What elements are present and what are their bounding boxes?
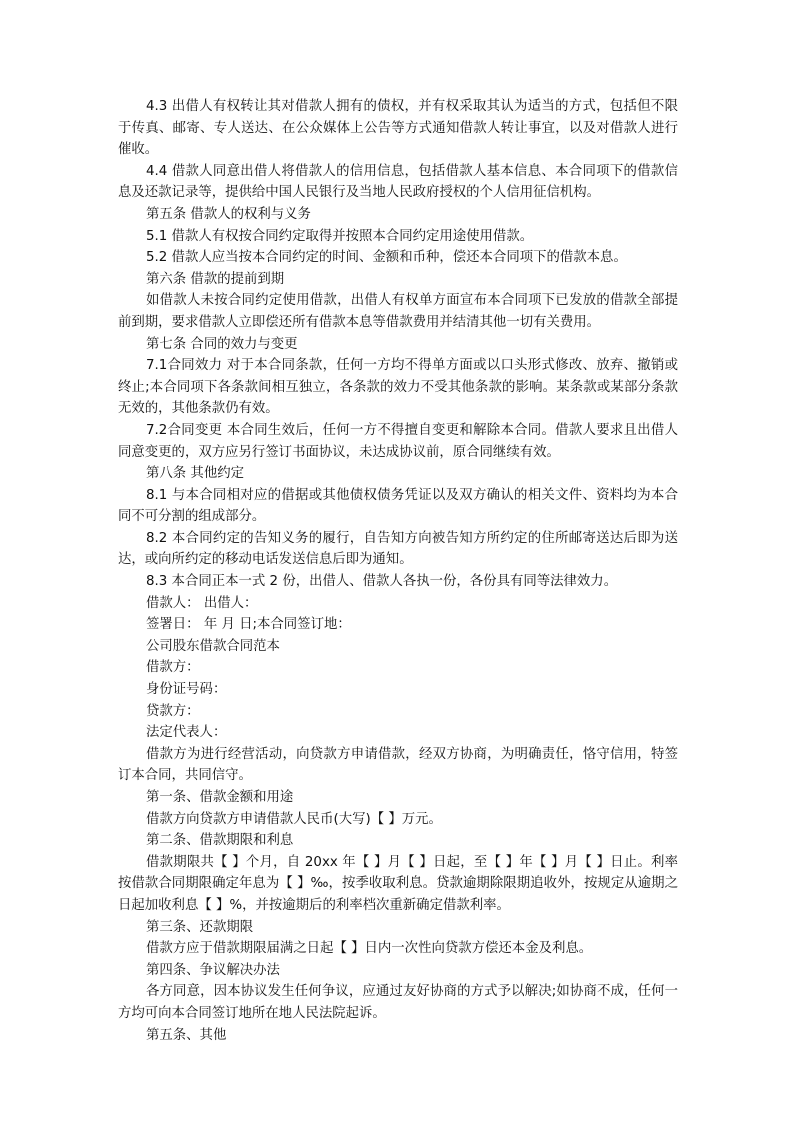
legal-rep-field: 法定代表人： [146,725,227,741]
clause-7-2: 7.2合同变更 本合同生效后，任何一方不得擅自变更和解除本合同。借款人要求且出借人同意变更的，双方应另行签订书面协议，未达成协议前，原合同继续有效。 [118,422,678,460]
lender-field: 贷款方： [146,703,200,719]
preamble: 借款方为进行经营活动，向贷款方申请借款，经双方协商，为明确责任，恪守信用，特签订本合同，共同信守。 [118,746,678,784]
clause-5-1: 5.1 借款人有权按合同约定取得并按照本合同约定用途使用借款。 [146,228,534,244]
article-4-text: 各方同意，因本协议发生任何争议，应通过友好协商的方式予以解决;如协商不成，任何一方均可向本合同签订地所在地人民法院起诉。 [118,984,678,1021]
article-1-heading: 第一条、借款金额和用途 [146,790,294,805]
clause-4-3: 4.3 出借人有权转让其对借款人拥有的债权，并有权采取其认为适当的方式，包括但不限于传真、邮寄、专人送达、在公众媒体上公告等方式通知借款人转让事宜，以及对借款人进行催收。 [118,99,678,158]
article-3-text: 借款方应于借款期限届满之日起【 】日内一次性向贷款方偿还本金及利息。 [146,941,593,957]
article-6-text: 如借款人未按合同约定使用借款，出借人有权单方面宣布本合同项下已发放的借款全部提前到期，要求借款人立即偿还所有借款本息等借款费用并结清其他一切有关费用。 [118,293,678,330]
article-5b-heading: 第五条、其他 [146,1027,227,1043]
article-6-heading: 第六条 借款的提前到期 [146,271,285,287]
clause-4-4: 4.4 借款人同意出借人将借款人的信用信息，包括借款人基本信息、本合同项下的借款信息及还款记录等，提供给中国人民银行及当地人民政府授权的个人信用征信机构。 [118,163,678,201]
article-4-heading: 第四条、争议解决办法 [146,962,280,978]
article-8-heading: 第八条 其他约定 [146,466,244,482]
article-3-heading: 第三条、还款期限 [146,919,254,935]
signature-parties: 借款人： 出借人： [146,595,258,611]
clause-8-3: 8.3 本合同正本一式 2 份，出借人、借款人各执一份，各份具有同等法律效力。 [146,574,618,590]
article-5-heading: 第五条 借款人的权利与义务 [146,206,311,222]
article-2-heading: 第二条、借款期限和利息 [146,833,294,849]
borrower-field: 借款方： [146,660,200,676]
clause-8-1: 8.1 与本合同相对应的借据或其他债权债务凭证以及双方确认的相关文件、资料均为本合同不可分割的组成部分。 [118,487,678,525]
article-2-text: 借款期限共【 】个月，自 20xx 年【 】月【 】日起，至【 】年【 】月【 】日止。利率按借款合同期限确定年息为【 】‰，按季收取利息。贷款逾期除限期追收外，按规定从逾期之日起加收利息【 】%，并按逾期后的利率档次重新确定借款利率。 [118,854,678,913]
id-number-field: 身份证号码： [146,682,227,698]
signing-date-place: 签署日： 年 月 日;本合同签订地： [146,617,351,633]
article-7-heading: 第七条 合同的效力与变更 [146,336,298,352]
clause-8-2: 8.2 本合同约定的告知义务的履行，自告知方向被告知方所约定的住所邮寄送达后即为送达，或向所约定的移动电话发送信息后即为通知。 [118,530,678,568]
clause-5-2: 5.2 借款人应当按本合同约定的时间、金额和币种，偿还本合同项下的借款本息。 [146,250,627,266]
clause-7-1: 7.1合同效力 对于本合同条款，任何一方均不得单方面或以口头形式修改、放弃、撤销或终止;本合同项下各条款间相互独立，各条款的效力不受其他条款的影响。某条款或某部分条款无效的，其他条款仍有效。 [118,358,678,417]
document-body [118,96,678,1046]
article-1-text: 借款方向贷款方申请借款人民币(大写)【 】万元。 [146,811,442,827]
template-title: 公司股东借款合同范本 [146,638,280,654]
